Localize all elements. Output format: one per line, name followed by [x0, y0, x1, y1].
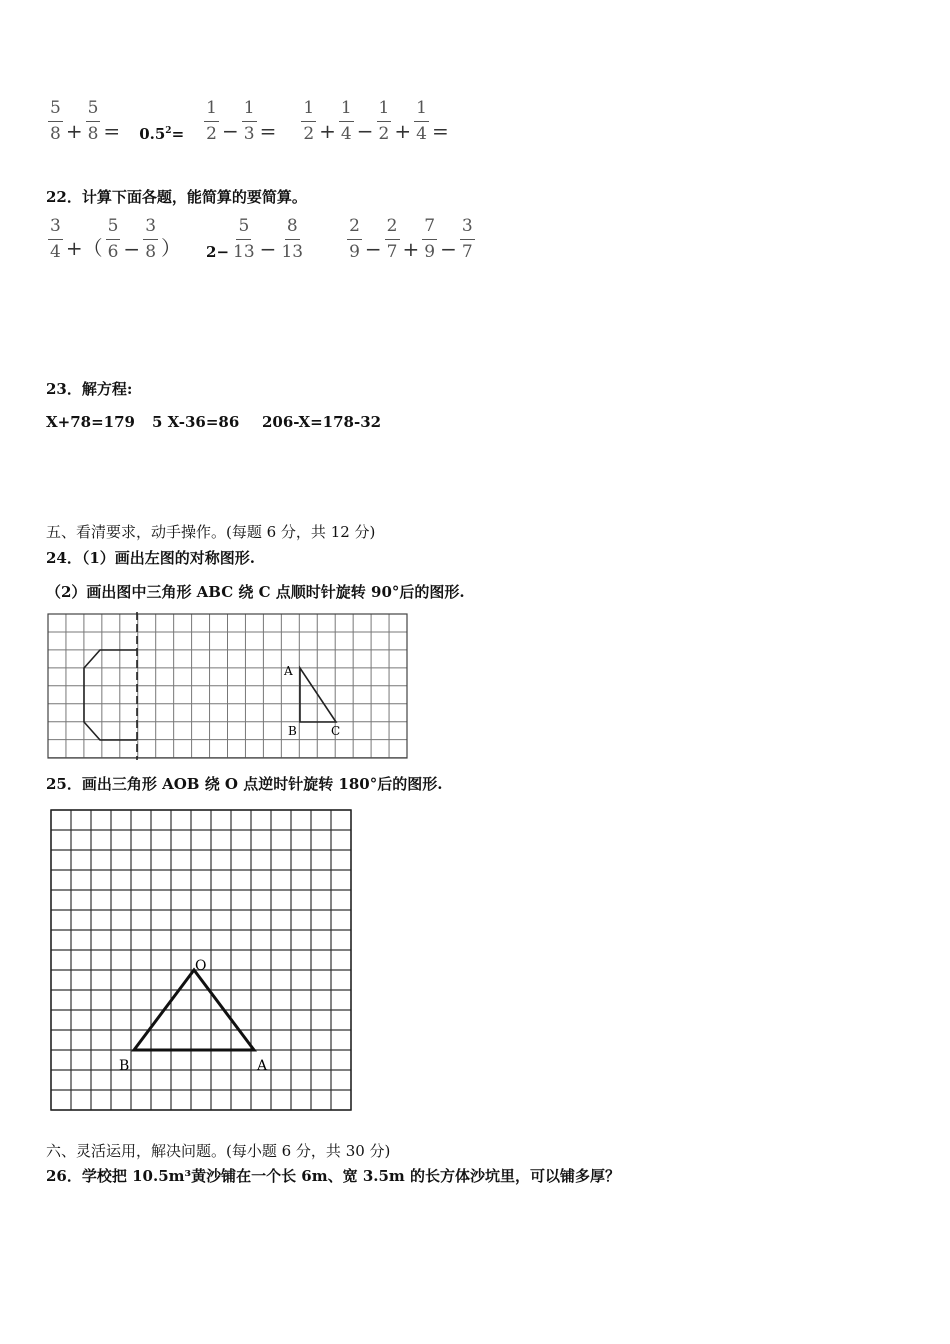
question-24-part-2: （2）画出图中三角形 ABC 绕 C 点顺时针旋转 90°后的图形.	[46, 583, 465, 601]
equation-1: X+78=179	[46, 413, 135, 431]
label-a: A	[284, 664, 293, 678]
left-shape	[84, 650, 137, 740]
equation-2: 5 X-36=86	[152, 413, 240, 431]
grid-figure-2	[49, 808, 355, 1114]
fraction: $\frac{5}{8}$	[87, 98, 99, 144]
fraction: $\frac{1}{4}$	[340, 98, 352, 144]
fraction: $\frac{7}{9}$	[424, 216, 436, 262]
fraction: $\frac{2}{7}$	[386, 216, 398, 262]
fraction: $\frac{5}{8}$	[50, 98, 61, 144]
question-24-part-1: 24．（1）画出左图的对称图形.	[46, 549, 256, 567]
fraction: $\frac{5}{6}$	[107, 216, 119, 262]
fraction: $\frac{1}{2}$	[378, 98, 390, 144]
section-5-title: 五、看清要求，动手操作。(每题 6 分，共 12 分)	[46, 523, 376, 541]
question-22-title: 22．计算下面各题，能简算的要简算。	[46, 188, 307, 206]
label-o: O	[195, 958, 207, 974]
fraction: $\frac{1}{2}$	[303, 98, 315, 144]
fraction: $\frac{2}{9}$	[349, 216, 360, 262]
fraction: $\frac{5}{13}$	[233, 216, 255, 262]
label-c: C	[331, 724, 341, 738]
fraction: $\frac{1}{3}$	[243, 98, 255, 144]
fraction: $\frac{8}{13}$	[281, 216, 304, 262]
label-a: A	[257, 1058, 268, 1074]
question-25: 25．画出三角形 AOB 绕 O 点逆时针旋转 180°后的图形.	[46, 775, 443, 793]
power-expression: $0.5^2=$	[139, 125, 185, 143]
fraction: $\frac{1}{4}$	[416, 98, 427, 144]
label-b: B	[288, 724, 297, 738]
equation-3: 206-X=178-32	[262, 413, 382, 431]
fraction: $\frac{1}{2}$	[206, 98, 217, 144]
label-b: B	[119, 1058, 130, 1074]
expression-row-1: $\frac{5}{8}$ + $\frac{5}{8}$ = $0.5^2=$ $\frac{1}{2}$ − $\frac{1}{3}$ = $\frac{1}{2}$ + $\frac{1}{4}$ − $\frac{1}{2}$ + $\frac{1}{4}$ =	[50, 98, 449, 144]
question-23-title: 23．解方程:	[46, 380, 133, 398]
fraction: $\frac{3}{7}$	[461, 216, 473, 262]
expression-row-22: $\frac{3}{4}$ +（ $\frac{5}{6}$ − $\frac{3}{8}$ ） 2− $\frac{5}{13}$ − $\frac{8}{13}$ $\frac{2}{9}$ − $\frac{2}{7}$ + $\frac{7}{9}$ − $\frac{3}{7}$	[50, 216, 473, 262]
grid-figure-1	[46, 612, 410, 760]
fraction: $\frac{3}{4}$	[50, 216, 61, 262]
fraction: $\frac{3}{8}$	[145, 216, 157, 262]
question-26: 26．学校把 10.5m³黄沙铺在一个长 6m、宽 3.5m 的长方体沙坑里，可以铺多厚？	[46, 1167, 621, 1185]
triangle-abc	[300, 668, 336, 722]
section-6-title: 六、灵活运用，解决问题。(每小题 6 分，共 30 分)	[46, 1142, 391, 1160]
grid-lines	[48, 614, 407, 758]
